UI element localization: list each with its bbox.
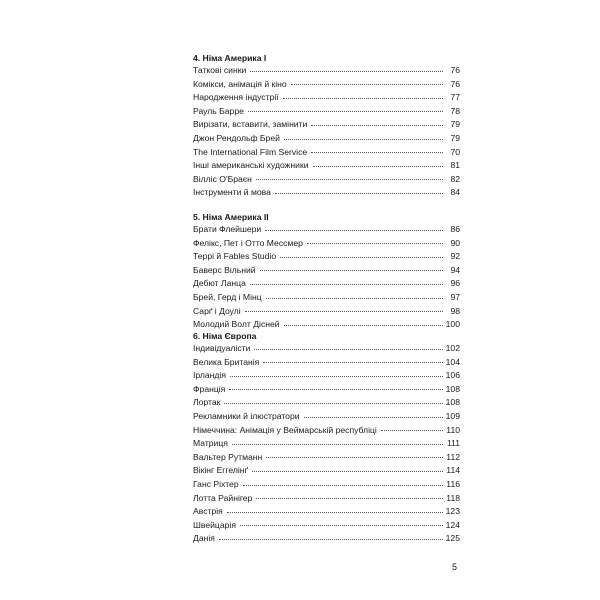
dot-leader — [245, 310, 443, 312]
toc-entry-page: 90 — [450, 237, 460, 248]
toc-entry — [193, 369, 460, 383]
toc-entry-page: 102 — [445, 343, 460, 353]
toc-entry — [193, 186, 460, 200]
toc-entry-title: Брати Флейшери — [193, 224, 262, 234]
toc-entry-title: Інші американські художники — [193, 160, 309, 171]
dot-leader — [280, 256, 443, 258]
toc-entry-page: 108 — [445, 383, 460, 394]
dot-leader — [232, 443, 443, 445]
dot-leader — [256, 178, 443, 180]
toc-entry — [193, 105, 460, 119]
toc-entry — [193, 118, 460, 132]
toc-entry-page: 84 — [450, 187, 460, 198]
toc-entry-page: 79 — [450, 119, 460, 130]
toc-entry-page: 94 — [450, 264, 460, 275]
toc-entry-title: Дебют Ланца — [193, 278, 246, 289]
toc-entry — [193, 424, 460, 438]
toc-entry-page: 116 — [446, 478, 460, 489]
toc-entry-title: Лортак — [193, 397, 221, 408]
toc-entry — [193, 305, 460, 319]
toc-entry-page: 77 — [450, 92, 460, 103]
dot-leader — [260, 269, 443, 271]
toc-entry-page: 104 — [445, 356, 460, 367]
toc-entry-page: 123 — [445, 506, 460, 517]
dot-leader — [311, 151, 443, 153]
toc-entry — [193, 146, 460, 160]
dot-leader — [313, 165, 443, 167]
toc-entry-title: Вікінг Еггелінґ — [193, 465, 249, 476]
toc-entry-title: Данія — [193, 533, 215, 544]
dot-leader — [307, 242, 443, 244]
toc-entry — [193, 78, 460, 92]
toc-entry-title: Інструменти й мова — [193, 187, 271, 198]
toc-entry-title: Таткові синки — [193, 65, 247, 75]
toc-entry-page: 76 — [450, 65, 460, 75]
toc-entry-title: Комікси, анімація й кіно — [193, 78, 287, 89]
toc-entry-title: Рекламники й ілюстратори — [193, 410, 300, 421]
toc-entry-title: Вальтер Рутманн — [193, 451, 263, 462]
toc-entry — [193, 410, 460, 424]
toc-entry-page: 81 — [450, 160, 460, 171]
toc-entry-page: 111 — [446, 438, 460, 449]
toc-entry — [193, 519, 460, 533]
toc-entry-title: Німеччина: Анімація у Веймарській республіці — [193, 424, 377, 435]
toc-entry-title: Велика Британія — [193, 356, 260, 367]
toc-entry-page: 108 — [445, 397, 460, 408]
dot-leader — [265, 229, 443, 231]
dot-leader — [252, 470, 443, 472]
toc-entry-page: 112 — [446, 451, 460, 462]
toc-entry-title: Ганс Ріхтер — [193, 478, 239, 489]
toc-entry — [193, 342, 460, 356]
toc-entry-title: Матриця — [193, 438, 228, 449]
toc-entry-title: Австрія — [193, 506, 223, 517]
toc-entry-page: 124 — [445, 519, 460, 530]
dot-leader — [381, 429, 443, 431]
toc-entry-title: Вілліс О'Браєн — [193, 173, 252, 184]
dot-leader — [275, 192, 443, 194]
toc-entry — [193, 492, 460, 506]
toc-entry-page: 114 — [446, 465, 460, 476]
toc-entry-page: 98 — [450, 305, 460, 316]
dot-leader — [291, 83, 443, 85]
dot-leader — [219, 538, 443, 540]
dot-leader — [284, 324, 443, 326]
toc-entry-page: 70 — [450, 146, 460, 157]
dot-leader — [230, 375, 443, 377]
toc-entry-title: Лотта Райнігер — [193, 492, 253, 503]
toc-entry — [193, 132, 460, 146]
toc-entry — [193, 291, 460, 305]
toc-entry-title: Молодий Волт Дісней — [193, 319, 280, 330]
toc-entry — [193, 478, 460, 492]
toc-entry — [193, 464, 460, 478]
toc-entry-page: 118 — [446, 492, 460, 503]
toc-entry-title: Джон Рендольф Брей — [193, 132, 280, 143]
toc-entry — [193, 264, 460, 278]
toc-section — [193, 211, 460, 332]
dot-leader — [250, 283, 443, 285]
dot-leader — [256, 497, 443, 499]
toc-entry — [193, 356, 460, 370]
toc-entry — [193, 383, 460, 397]
toc-entry-title: Сарґ і Доулі — [193, 305, 241, 316]
toc-entry-page: 97 — [450, 291, 460, 302]
toc-entry-page: 125 — [445, 533, 460, 544]
toc-entry-title: Брей, Герд і Мінц — [193, 291, 262, 302]
toc-entry-page: 106 — [445, 370, 460, 381]
toc-entry-page: 79 — [450, 132, 460, 143]
toc-entry-page: 110 — [446, 424, 460, 435]
toc-section — [193, 330, 460, 546]
toc-entry-page: 82 — [450, 173, 460, 184]
toc-entry-page: 109 — [445, 410, 460, 421]
dot-leader — [250, 70, 443, 72]
dot-leader — [227, 511, 443, 513]
toc-entry-title: Швейцарія — [193, 519, 236, 530]
toc-entry — [193, 505, 460, 519]
toc-entry-title: Ірландія — [193, 370, 226, 381]
page-number: 5 — [452, 562, 458, 572]
toc-entry — [193, 91, 460, 105]
dot-leader — [248, 110, 443, 112]
toc-entry — [193, 250, 460, 264]
toc-entry — [193, 532, 460, 546]
dot-leader — [224, 402, 442, 404]
toc-entry — [193, 173, 460, 187]
toc-entry-title: Франція — [193, 383, 226, 394]
toc-entry — [193, 223, 460, 237]
toc-entry-title: Фелікс, Пет і Отто Мессмер — [193, 237, 303, 248]
dot-leader — [263, 361, 442, 363]
toc-entry-page: 86 — [450, 224, 460, 234]
section-title: 5. Німа Америка II — [193, 212, 269, 222]
toc-entry — [193, 451, 460, 465]
dot-leader — [266, 297, 443, 299]
dot-leader — [311, 124, 443, 126]
dot-leader — [240, 524, 443, 526]
toc-entry — [193, 64, 460, 78]
toc-entry-page: 100 — [445, 319, 460, 330]
toc-entry-page: 96 — [450, 278, 460, 289]
toc-section — [193, 52, 460, 200]
toc-entry — [193, 396, 460, 410]
toc-entry-page: 92 — [450, 251, 460, 262]
dot-leader — [304, 416, 443, 418]
toc-entry — [193, 159, 460, 173]
toc-entry-title: Вирізати, вставити, замінити — [193, 119, 308, 130]
toc-entry-title: Індивідуалісти — [193, 343, 251, 353]
toc-entry-title: The International Film Service — [193, 146, 308, 157]
toc-entry-title: Баверс Вільний — [193, 264, 256, 275]
toc-entry — [193, 237, 460, 251]
section-title: 6. Німа Європа — [193, 331, 257, 341]
dot-leader — [266, 456, 443, 458]
dot-leader — [243, 484, 443, 486]
toc-entry-page: 76 — [450, 78, 460, 89]
toc-entry-title: Рауль Барре — [193, 105, 244, 116]
section-title: 4. Німа Америка I — [193, 53, 267, 63]
dot-leader — [229, 388, 442, 390]
toc-entry-title: Народження індустрії — [193, 92, 279, 103]
dot-leader — [254, 348, 442, 350]
toc-entry — [193, 437, 460, 451]
dot-leader — [284, 138, 443, 140]
toc-entry-title: Террі й Fables Studio — [193, 251, 277, 262]
toc-entry — [193, 277, 460, 291]
toc-entry-page: 78 — [450, 105, 460, 116]
dot-leader — [283, 97, 443, 99]
